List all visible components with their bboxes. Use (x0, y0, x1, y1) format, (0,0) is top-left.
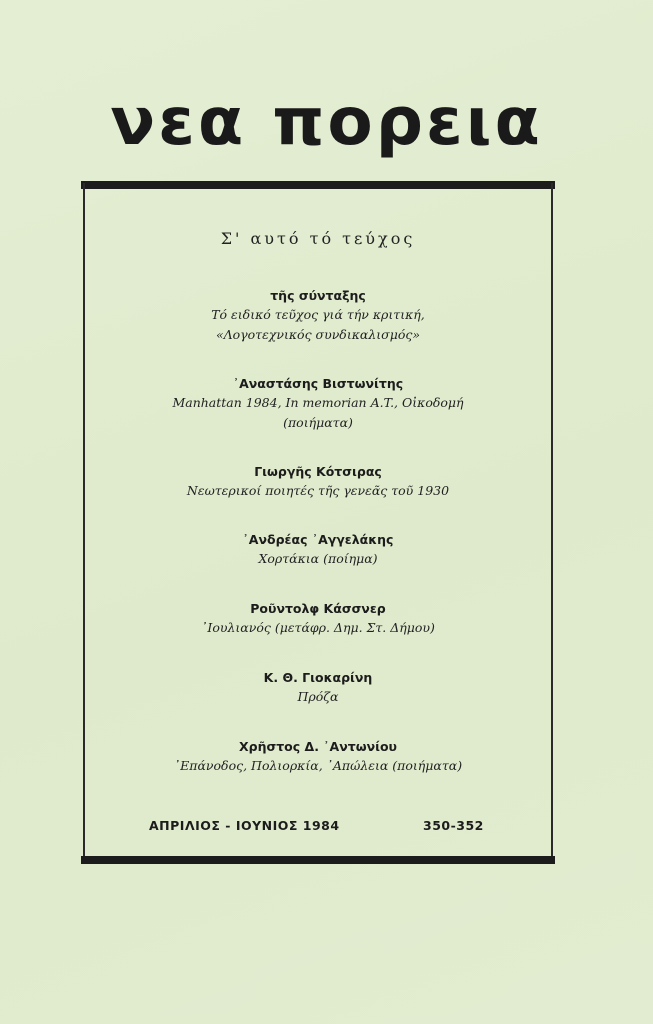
contents-entry (90, 463, 546, 501)
entry-author: ᾿Αναστάσης Βιστωνίτης (232, 376, 404, 391)
contents-entry (90, 600, 546, 638)
entry-work-line: ᾿Επάνοδος, Πολιορκία, ᾿Απώλεια (ποιήματα) (173, 758, 463, 773)
entry-work-line: Χορτάκια (ποίημα) (258, 551, 378, 566)
contents-entry (90, 738, 546, 776)
magazine-title: νεα πορεια (110, 83, 543, 160)
bottom-rule (81, 856, 555, 864)
entry-author: ᾿Ανδρέας ᾿Αγγελάκης (242, 532, 394, 547)
contents-entry (90, 375, 546, 433)
entry-author: Ροῦντολφ Κάσσνερ (250, 601, 386, 616)
entry-work-line: Πρόζα (297, 689, 339, 704)
entry-work-line: ᾿Ιουλιανός (μετάφρ. Δημ. Στ. Δήμου) (201, 620, 435, 635)
entry-work-line: (ποιήματα) (283, 415, 353, 430)
entry-work-line: Νεωτερικοί ποιητές τῆς γενεᾶς τοῦ 1930 (186, 483, 450, 498)
contents-entry (90, 287, 546, 345)
entry-author: Γιωργῆς Κότσιρας (254, 464, 382, 479)
contents-entry (90, 669, 546, 707)
entry-author: Κ. Θ. Γιοκαρίνη (263, 670, 373, 685)
contents-entry (90, 531, 546, 569)
entry-work-line: Τό ειδικό τεῦχος γιά τήν κριτική, (211, 307, 425, 322)
entry-work-line: «Λογοτεχνικός συνδικαλισμός» (215, 327, 421, 342)
entry-author: Χρῆστος Δ. ᾿Αντωνίου (238, 739, 397, 754)
entry-work-line: Manhattan 1984, In memorian A.T., Οἰκοδομή (172, 395, 464, 410)
contents-heading: Σ' αυτό τό τεύχος (220, 229, 416, 248)
issue-date: ΑΠΡΙΛΙΟΣ - ΙΟΥΝΙΟΣ 1984 (149, 818, 340, 833)
issue-number: 350-352 (423, 818, 484, 833)
entry-author: τῆς σύνταξης (270, 288, 366, 303)
